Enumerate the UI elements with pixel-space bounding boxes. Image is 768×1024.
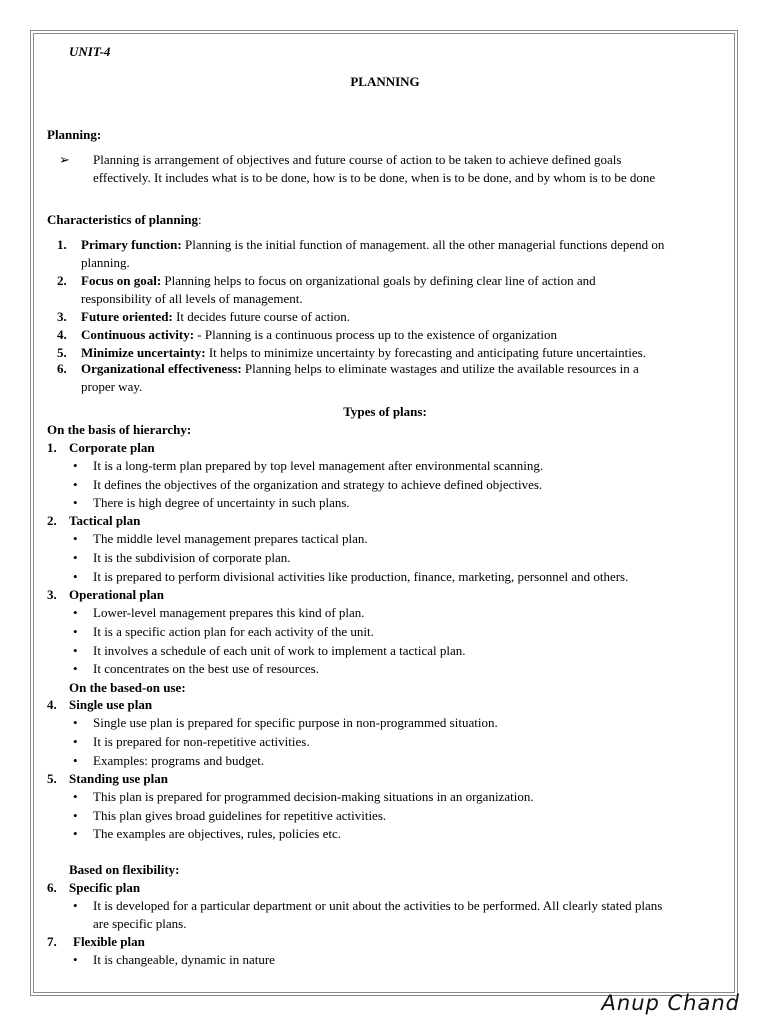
corporate-bullet-3: There is high degree of uncertainty in such plans.: [93, 495, 350, 510]
bullet-icon: •: [73, 643, 78, 658]
flexible-bullet-1: It is changeable, dynamic in nature: [93, 952, 275, 967]
types-heading: Types of plans:: [343, 404, 427, 419]
operational-bullet-1: Lower-level management prepares this kind of plan.: [93, 605, 365, 620]
flexible-plan-title: Flexible plan: [73, 934, 145, 949]
specific-bullet-1-cont: are specific plans.: [93, 916, 187, 931]
bullet-icon: •: [73, 624, 78, 639]
list-number: 1.: [57, 237, 67, 252]
single-bullet-3: Examples: programs and budget.: [93, 753, 265, 768]
bullet-icon: •: [73, 808, 78, 823]
operational-bullet-2: It is a specific action plan for each activity of the unit.: [93, 624, 374, 639]
list-number: 3.: [57, 309, 67, 324]
bullet-icon: •: [73, 715, 78, 730]
bullet-icon: •: [73, 898, 78, 913]
arrow-bullet-icon: ➢: [59, 152, 70, 167]
operational-bullet-4: It concentrates on the best use of resources.: [93, 661, 319, 676]
tactical-bullet-1: The middle level management prepares tactical plan.: [93, 531, 368, 546]
hierarchy-heading: On the basis of hierarchy:: [47, 422, 192, 437]
list-number: 6.: [57, 361, 67, 376]
bullet-icon: •: [73, 734, 78, 749]
characteristic-item-3: Future oriented: It decides future course of action.: [81, 309, 351, 324]
bullet-icon: •: [73, 477, 78, 492]
bullet-icon: •: [73, 458, 78, 473]
list-number: 5.: [57, 345, 67, 360]
corporate-bullet-1: It is a long-term plan prepared by top level management after environmental scanning.: [93, 458, 544, 473]
operational-bullet-3: It involves a schedule of each unit of work to implement a tactical plan.: [93, 643, 466, 658]
tactical-bullet-2: It is the subdivision of corporate plan.: [93, 550, 291, 565]
list-number: 3.: [47, 587, 57, 602]
list-number: 1.: [47, 440, 57, 455]
single-bullet-2: It is prepared for non-repetitive activities.: [93, 734, 310, 749]
list-number: 4.: [57, 327, 67, 342]
standing-bullet-1: This plan is prepared for programmed decision-making situations in an organization.: [93, 789, 534, 804]
characteristic-item-2-cont: responsibility of all levels of management.: [81, 291, 303, 306]
characteristic-item-4: Continuous activity: - Planning is a continuous process up to the existence of organization: [81, 327, 558, 342]
characteristic-item-6-cont: proper way.: [81, 379, 143, 394]
page-title: PLANNING: [350, 74, 420, 89]
bullet-icon: •: [73, 661, 78, 676]
specific-bullet-1: It is developed for a particular department or unit about the activities to be performed. All clearly stated plans: [93, 898, 663, 913]
standing-bullet-3: The examples are objectives, rules, policies etc.: [93, 826, 341, 841]
characteristic-item-6: Organizational effectiveness: Planning helps to eliminate wastages and utilize the available resources in a: [81, 361, 639, 376]
specific-plan-title: Specific plan: [69, 880, 141, 895]
unit-label: UNIT-4: [69, 44, 111, 59]
planning-heading: Planning:: [47, 127, 102, 142]
planning-definition-line1: Planning is arrangement of objectives and future course of action to be taken to achieve defined goals: [93, 152, 622, 167]
list-number: 2.: [47, 513, 57, 528]
tactical-plan-title: Tactical plan: [69, 513, 141, 528]
bullet-icon: •: [73, 605, 78, 620]
bullet-icon: •: [73, 753, 78, 768]
characteristic-item-5: Minimize uncertainty: It helps to minimize uncertainty by forecasting and anticipating future uncertainties.: [81, 345, 646, 360]
list-number: 5.: [47, 771, 57, 786]
list-number: 7.: [47, 934, 57, 949]
single-bullet-1: Single use plan is prepared for specific purpose in non-programmed situation.: [93, 715, 498, 730]
characteristic-item-1-cont: planning.: [81, 255, 130, 270]
characteristics-heading: Characteristics of planning:: [47, 212, 202, 227]
single-use-plan-title: Single use plan: [69, 697, 153, 712]
bullet-icon: •: [73, 569, 78, 584]
planning-definition-line2: effectively. It includes what is to be done, how is to be done, when is to be done, and by whom is to be done: [93, 170, 656, 185]
standing-bullet-2: This plan gives broad guidelines for repetitive activities.: [93, 808, 387, 823]
list-number: 4.: [47, 697, 57, 712]
bullet-icon: •: [73, 789, 78, 804]
characteristic-item-2: Focus on goal: Planning helps to focus on organizational goals by defining clear line of action and: [81, 273, 596, 288]
bullet-icon: •: [73, 495, 78, 510]
bullet-icon: •: [73, 550, 78, 565]
use-heading: On the based-on use:: [69, 680, 186, 695]
corporate-plan-title: Corporate plan: [69, 440, 155, 455]
corporate-bullet-2: It defines the objectives of the organization and strategy to achieve defined objectives.: [93, 477, 543, 492]
list-number: 2.: [57, 273, 67, 288]
author-signature: Anup Chand: [601, 991, 740, 1015]
characteristic-item-1: Primary function: Planning is the initial function of management. all the other managerial functions depend on: [81, 237, 665, 252]
bullet-icon: •: [73, 952, 78, 967]
bullet-icon: •: [73, 826, 78, 841]
operational-plan-title: Operational plan: [69, 587, 164, 602]
bullet-icon: •: [73, 531, 78, 546]
standing-use-plan-title: Standing use plan: [69, 771, 168, 786]
list-number: 6.: [47, 880, 57, 895]
tactical-bullet-3: It is prepared to perform divisional activities like production, finance, marketing, personnel and others.: [93, 569, 629, 584]
flexibility-heading: Based on flexibility:: [69, 862, 180, 877]
